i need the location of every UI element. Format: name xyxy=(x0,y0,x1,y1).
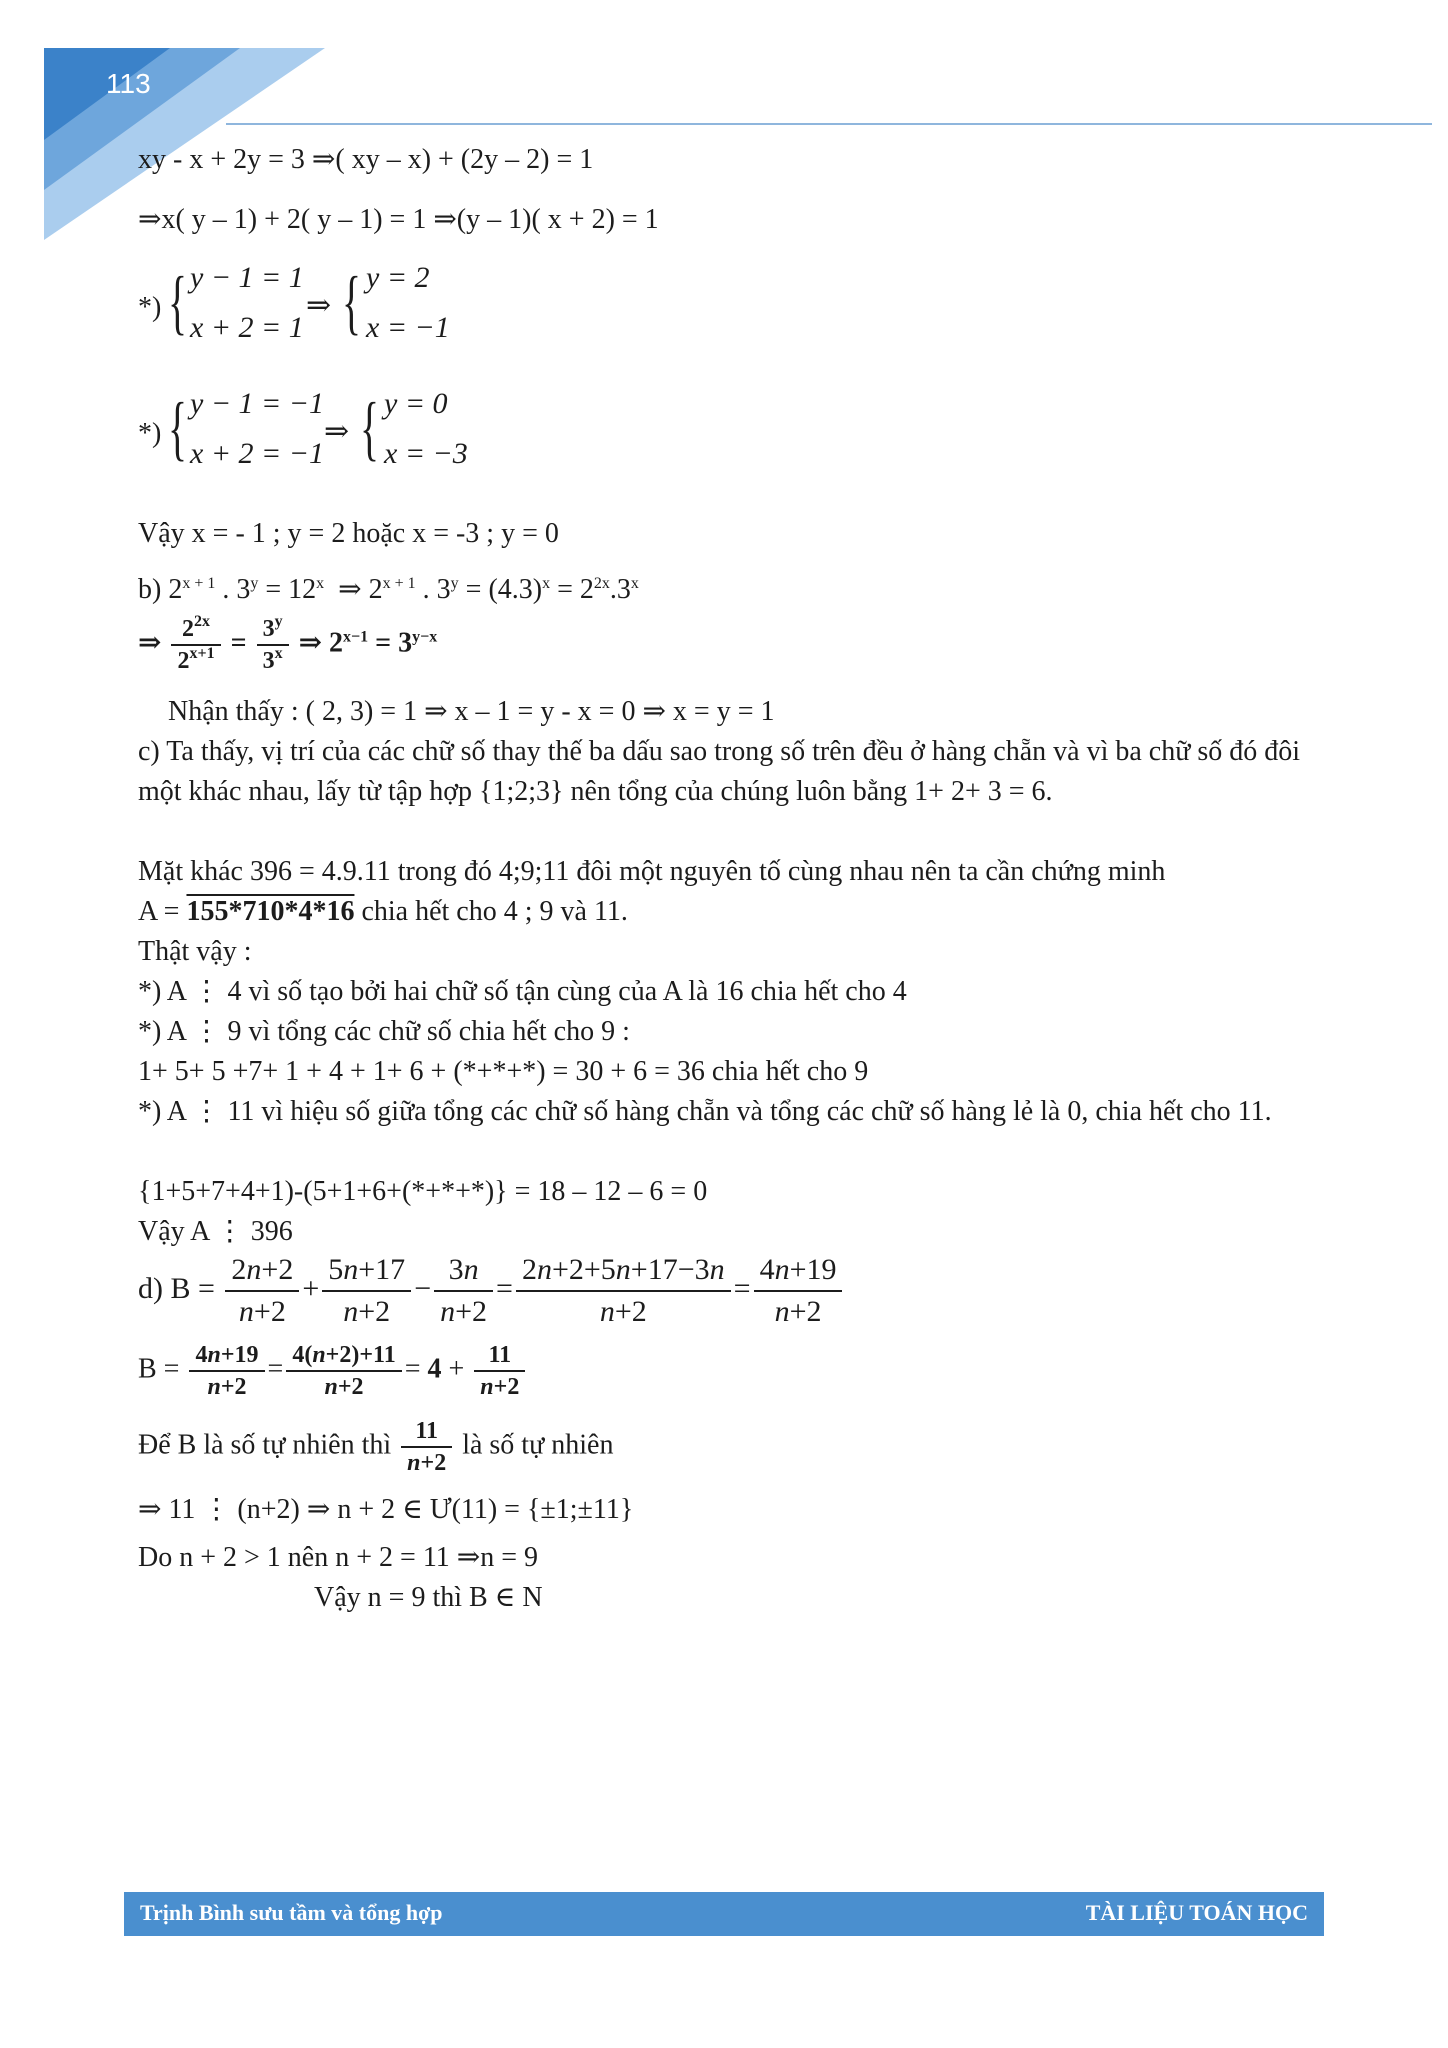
footer-bar xyxy=(124,1892,1324,1936)
part-c-intro: c) Ta thấy, vị trí của các chữ số thay thế ba dấu sao trong số trên đều ở hàng chẵn và vì ba chữ số đó đôi một khác nhau, lấy từ tập hợp {1;2;3} nên tổng của chúng luôn bằng 1+ 2+ 3 = 6. xyxy=(138,736,1301,807)
conclusion-a: Vậy x = - 1 ; y = 2 hoặc x = -3 ; y = 0 xyxy=(138,518,559,549)
part-b-fraction-line: ⇒ $\frac{2^{2x}}{2^{x+1}}$ = $\frac{3^y}{3^x}$ ⇒ $2^{x-1} = 3^{y-x}$ xyxy=(138,613,438,674)
part-b-equation: b) $2^{x + 1}$ . $3^y = 12^x$ ⇒ $2^{x + 1}$ . $3^y = (4.3)^x = 2^{2x}.3^x$ xyxy=(138,574,639,605)
equation-line-2: ⇒x( y – 1) + 2( y – 1) = 1 ⇒(y – 1)( x + 2) = 1 xyxy=(138,204,659,235)
part-c-line-6: *) A ⋮ 9 vì tổng các chữ số chia hết cho 9 : xyxy=(138,1016,630,1047)
part-c-line-3: A = 155*710*4*16 chia hết cho 4 ; 9 và 11. xyxy=(138,896,628,927)
part-c-line-5: *) A ⋮ 4 vì số tạo bởi hai chữ số tận cùng của A là 16 chia hết cho 4 xyxy=(138,976,907,1007)
part-d-divisors: ⇒ 11 ⋮ (n+2) ⇒ n + 2 ∈ Ư(11) = {±1;±11} xyxy=(138,1494,634,1525)
part-c-line-10: Vậy A ⋮ 396 xyxy=(138,1216,293,1247)
part-d-simplify: B = $\frac{4n+19}{n+2}$ = $\frac{4(n+2)+11}{n+2}$ = 4 + $\frac{11}{n+2}$ xyxy=(138,1340,528,1402)
part-c-line-7: 1+ 5+ 5 +7+ 1 + 4 + 1+ 6 + (*+*+*) = 30 + 6 = 36 chia hết cho 9 xyxy=(138,1056,869,1087)
part-d-condition: Để B là số tự nhiên thì $\frac{11}{n+2}$ là số tự nhiên xyxy=(138,1418,614,1476)
equation-line-1: xy - x + 2y = 3 ⇒( xy – x) + (2y – 2) = 1 xyxy=(138,144,594,175)
page-number: 113 xyxy=(106,68,151,99)
part-d-solve: Do n + 2 > 1 nên n + 2 = 11 ⇒n = 9 xyxy=(138,1542,539,1573)
header-rule xyxy=(226,123,1432,125)
part-c-line-9: {1+5+7+4+1)-(5+1+6+(*+*+*)} = 18 – 12 – 6 = 0 xyxy=(138,1176,708,1207)
part-c-line-8: *) A ⋮ 11 vì hiệu số giữa tổng các chữ số hàng chẵn và tổng các chữ số hàng lẻ là 0, chia hết cho 11. xyxy=(138,1096,1272,1127)
footer-title: TÀI LIỆU TOÁN HỌC xyxy=(1085,1900,1308,1925)
footer-author: Trịnh Bình sưu tầm và tổng hợp xyxy=(140,1900,443,1925)
part-b-conclusion: Nhận thấy : ( 2, 3) = 1 ⇒ x – 1 = y - x = 0 ⇒ x = y = 1 xyxy=(168,696,775,727)
part-c-line-2: Mặt khác 396 = 4.9.11 trong đó 4;9;11 đôi một nguyên tố cùng nhau nên ta cần chứng minh xyxy=(138,856,1166,887)
part-c-line-4: Thật vậy : xyxy=(138,936,252,967)
part-d-equation: d) B = $\frac{2n+2}{n+2}$ + $\frac{5n+17}{n+2}$ − $\frac{3n}{n+2}$ = $\frac{2n+2+5n+17-3n}{n+2}$ = $\frac{4n+19}{n+2}$ xyxy=(138,1250,845,1332)
part-d-conclusion: Vậy n = 9 thì B ∈ N xyxy=(314,1582,543,1613)
